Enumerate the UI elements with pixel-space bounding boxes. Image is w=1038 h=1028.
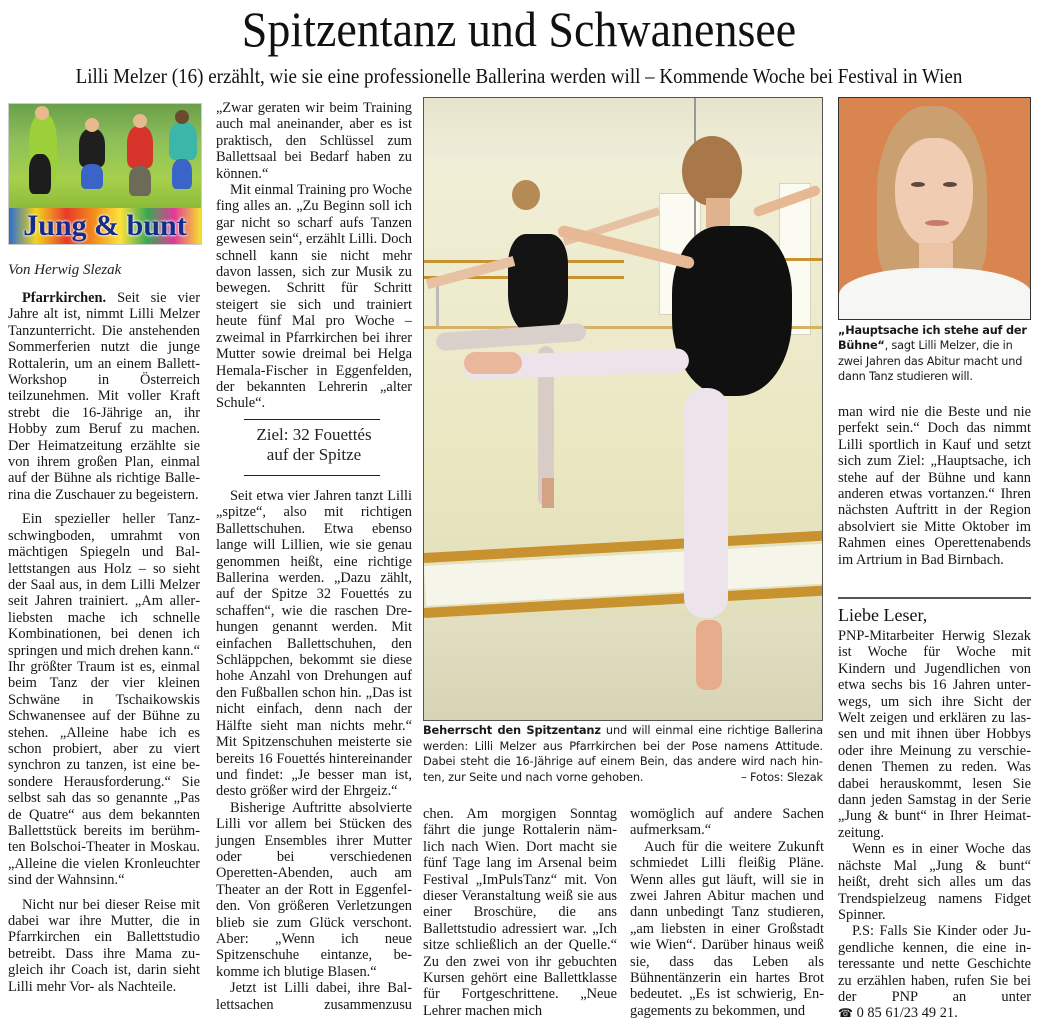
paragraph: Nicht nur bei dieser Reise mit dabei war ihre Mutter, die in Pfarrkirchen ein Ballettstudio betreibt. Dass ihre Mama zugleich ihr Coach ist, darin sieht Lilli mehr Vor- als Nachteile. bbox=[8, 896, 200, 995]
paragraph: P.S: Falls Sie Kinder oder Jugendliche kennen, die eine interessante und nette Geschichte zu erzählen haben, rufen Sie bei der PNP an unter bbox=[838, 923, 1031, 1005]
phone-line bbox=[838, 1005, 1031, 1021]
series-logo bbox=[8, 103, 202, 245]
byline: Von Herwig Slezak bbox=[8, 262, 122, 278]
paragraph: Wenn es in einer Woche das nächste Mal „Jung & bunt“ heißt, dreht sich alles um das Trendspielzeug namens Fidget Spinner. bbox=[838, 841, 1031, 923]
reader-box-title: Liebe Leser, bbox=[838, 605, 928, 625]
paragraph: Auch für die weitere Zukunft schmiedet Lilli fleißig Pläne. Wenn alles gut läuft, will sie in zwei Jahren Abitur machen und dann unbedingt Tanz studieren, „am liebsten in einer Großstadt wie Wien“. Darüber hinaus weiß sie, dass das Leben als Bühnentänzerin ein hartes Brot bedeutet. „Es ist schwierig, Engagements zu bekommen, und bbox=[630, 838, 824, 1019]
dateline: Pfarrkirchen. bbox=[22, 290, 107, 306]
portrait-photo bbox=[838, 97, 1031, 320]
paragraph: Seit etwa vier Jahren tanzt Lilli „spitze“, also mit richtigen Ballettschuhen. Etwa ebenso lange will Lillien, wie sie genau genommen heißt, eine richtige Ballerina werden. „Dazu zählt, auf der Spitze 32 Fouettés zu schaffen“, wie die raschen Drehungen genannt werden. Mit einfachen Ballettschuhen, den Schläppchen, bekommt sie diese hohe Anzahl von Drehungen auf den Fußballen schon hin. „Das ist nicht einfach, denn nach der Hälfte sieht man nichts mehr.“ Mit Spitzenschuhen meisterte sie bereits 16 Fouettés hintereinander und findet: „Je besser man ist, desto größer wird der Ehrgeiz.“ bbox=[216, 488, 412, 800]
paragraph: Jetzt ist Lilli dabei, ihre Ballettsachen zusammenzusu bbox=[216, 980, 412, 1013]
reader-box bbox=[838, 628, 1031, 1022]
series-title: Jung & bunt bbox=[23, 209, 187, 242]
phone-number: 0 85 61/23 49 21. bbox=[856, 1005, 958, 1022]
box-divider bbox=[838, 597, 1031, 599]
intertitle-rule-bottom bbox=[244, 475, 380, 476]
children-running-photo bbox=[9, 104, 201, 212]
phone-icon: ☎ bbox=[838, 1006, 853, 1021]
paragraph: chen. Am morgigen Sonntag fährt die junge Rottalerin nämlich nach Wien. Dort macht sie fünf Tage lang im Arsenal beim Festival „ImPulsTanz“ mit. Von dieser Veranstaltung weiß sie aus einer Broschüre, die ans Ballettstudio adressiert war. „Ich sitze schließlich an der Quelle.“ Zu den zwei von ihr gebuchten Kursen gehört eine Ballettklasse für Fortgeschrittene. „Neue Lehrer machen mich bbox=[423, 806, 617, 1019]
paragraph: womöglich auf andere Sachen aufmerksam.“ bbox=[630, 806, 824, 839]
main-ballerina-photo bbox=[423, 97, 823, 721]
article-column-2 bbox=[216, 100, 412, 412]
paragraph: Mit einmal Training pro Woche fing alles an. „Zu Beginn soll ich gar nicht so scharf aufs Tanzen gewesen sein“, erzählt Lilli. Doch schnell kann sie nicht mehr davon lassen, sich zur Musik zu bewegen. Schritt für Schritt steigert sie sich und trainiert heute fünf Mal pro Woche – zweimal in Pfarrkirchen bei ihrer Mutter sowie dreimal bei Helga Hemala-Fischer in Eggenfelden, der bekannten Lehrerin „alter Schule“. bbox=[216, 182, 412, 412]
intertitle: Ziel: 32 Fouettés auf der Spitze bbox=[256, 425, 372, 464]
article-column-2b bbox=[216, 488, 412, 1013]
article-column-5 bbox=[838, 404, 1031, 568]
paragraph: Ein spezieller heller Tanzschwingboden, umrahmt von mächtigen Spiegeln und Ballettstangen aus Holz – so sieht der Saal aus, in dem Lilli Melzer seit Jahren trainiert. „Am allerliebsten mache ich schnelle Kombinationen, bei denen ich springen und mich drehen kann.“ Ihr größter Traum ist es, einmal beim Tanz der vier kleinen Schwäne in Tschaikowskis Schwanensee auf der Bühne zu stehen. „Alleine habe ich es schon probiert, aber zu viert synchron zu tanzen, ist eine besondere Herausforderung.“ Sie selbst sah das so genannte „Pas de Quatre“ aus dem bekannten Ballettstück bereits im berühmten Bolschoi-Theater in Moskau. „Alleine die vielen Kronleuchter sind der Wahnsinn.“ bbox=[8, 511, 200, 889]
paragraph: Pfarrkirchen. Seit sie vier Jahre alt ist, nimmt Lilli Melzer Tanzunterricht. Die anstehenden Sommerferien nutzt die junge Rottalerin, um an einem Ballett-Workshop in Österreich teilzunehmen. Mit voller Kraft strebt die 16-Jährige an, ihr Hobby zum Beruf zu machen. Der Heimatzeitung erzählte sie von ihrem großen Plan, einmal auf der Bühne als richtige Ballerina die Zuschauer zu begeistern. bbox=[8, 290, 200, 503]
photo-credit: – Fotos: Slezak bbox=[741, 769, 823, 784]
intertitle-rule-top bbox=[244, 419, 380, 420]
headline: Spitzentanz und Schwanensee bbox=[241, 1, 797, 57]
paragraph: Bisherige Auftritte absolvierte Lilli vor allem bei Stücken des jungen Ensembles ihrer Mutter oder bei verschiedenen Operetten-Abenden, auch am Theater an der Rott in Eggenfelden. Von größeren Verletzungen blieb sie zum Glück verschont. Aber: „Wenn ich neue Spitzenschuhe eintanze, bekomme ich blutige Blasen.“ bbox=[216, 799, 412, 980]
paragraph: man wird nie die Beste und nie perfekt sein.“ Doch das nimmt Lilli sportlich in Kauf und setzt sich zum Ziel: „Hauptsache, ich stehe auf der Bühne und kann anderen etwas vortanzen.“ Ihren nächsten Auftritt in der Region absolviert sie Mitte Oktober im Rahmen eines Operettenabends im Artrium in Bad Birnbach. bbox=[838, 404, 1031, 568]
paragraph: PNP-Mitarbeiter Herwig Slezak ist Woche für Woche mit Kindern und Jugendlichen von etwa sechs bis 16 Jahren unterwegs, um sich ihre Sicht der Welt zeigen und erklären zu lassen und mit ihnen über Hobbys oder ihre Meinung zu verschiedenen Themen zu reden. Was dabei herauskommt, lesen Sie dann jeden Samstag in der Serie „Jung & bunt“ in Ihrer Heimatzeitung. bbox=[838, 628, 1031, 841]
article-column-4 bbox=[630, 806, 824, 1019]
article-column-3 bbox=[423, 806, 617, 1019]
main-photo-caption: Beherrscht den Spitzentanz und will einmal eine richtige Ballerina werden: Lilli Melzer aus Pfarrkirchen bei der Pose namens Attitude. Dabei steht die 16-Jährige auf einem Bein, das andere wird nach hinten, zur Seite und nach vorne gehoben. – Fotos: Slezak bbox=[423, 723, 823, 784]
subheadline: Lilli Melzer (16) erzählt, wie sie eine professionelle Ballerina werden will – Kommende Woche bei Festival in Wien bbox=[75, 64, 963, 88]
paragraph: „Zwar geraten wir beim Training auch mal aneinander, aber es ist praktisch, den Schlüssel zum Ballettsaal bei Bedarf haben zu können.“ bbox=[216, 100, 412, 182]
portrait-caption: „Hauptsache ich stehe auf der Bühne“, sagt Lilli Melzer, die in zwei Jahren das Abitur macht und dann Tanz studieren will. bbox=[838, 324, 1027, 384]
article-column-1 bbox=[8, 290, 200, 995]
